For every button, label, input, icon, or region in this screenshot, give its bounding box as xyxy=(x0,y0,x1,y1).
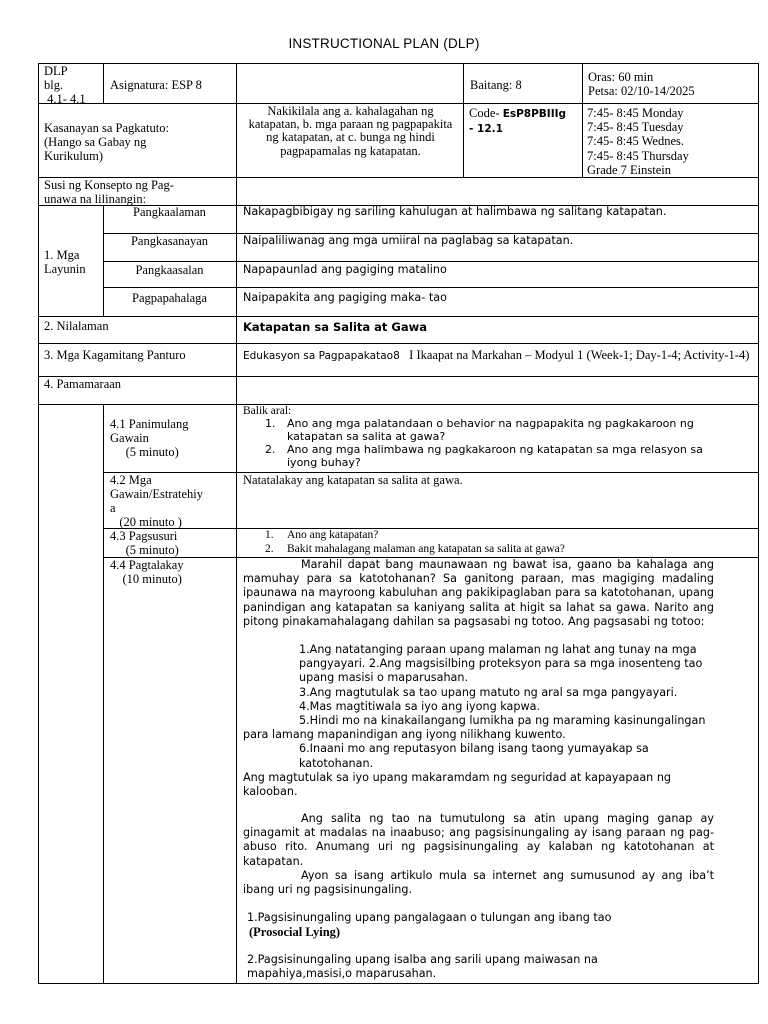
step-4-2-label: 4.2 Mga Gawain/Estratehiy a (20 minuto ) xyxy=(110,473,204,529)
schedule xyxy=(587,106,689,177)
kasanayan-label: Kasanayan sa Pagkatuto: (Hango sa Gabay ng Kurikulum) xyxy=(44,121,169,163)
schedule-line: 7:45- 8:45 Monday xyxy=(587,106,684,120)
pagtalakay-para-2: Ang salita ng tao na tumutulong sa atin upang maging ganap ay ginagamit at madalas na inaabuso; ang pagsisinungaling ay isang paraan ng pag-abuso rito. Anumang uri ng pagsisinungaling ay kalaban ng katotohanan at katapatan. xyxy=(243,812,714,868)
kagamitan-module: I Ikaapat na Markahan – Modyul 1 (Week-1; Day-1-4; Activity-1-4) xyxy=(409,348,750,362)
schedule-line: 7:45- 8:45 Tuesday xyxy=(587,120,684,135)
layunin-text: Nakapagbibigay ng sariling kahulugan at halimbawa ng salitang katapatan. xyxy=(243,205,667,218)
lying-type-item: 1.Pagsisinungaling upang pangalagaan o tulungan ang ibang tao xyxy=(247,911,612,924)
list-item: 2. Bakit mahalagang malaman ang katapatan sa salita at gawa? xyxy=(265,542,565,555)
lying-type-item: 2.Pagsisinungaling upang isalba ang sarili upang maiwasan na mapahiya,masisi,o maparusahan. xyxy=(247,953,598,981)
pagtalakay-list-item: 6.Inaani mo ang reputasyon bilang isang taong yumayakap sa katotohanan. xyxy=(299,742,649,770)
lying-type-subtitle: (Prosocial Lying) xyxy=(249,925,341,940)
pagtalakay-list-item: 5.Hindi mo na kinakailangang lumikha pa ng maraming kasinungalingan para lamang mapanindigan ang iyong nilikhang kuwento. xyxy=(243,714,706,742)
step-4-1-label: 4.1 Panimulang Gawain (5 minuto) xyxy=(110,417,189,459)
step-4-3-list xyxy=(265,529,565,556)
layunin-domain: Pangkaalaman xyxy=(133,205,206,219)
layunin-domain: Pangkaasalan xyxy=(135,263,204,277)
dlp-number-label: DLP blg. 4.1- 4.1 xyxy=(44,64,86,106)
balik-aral-heading: Balik aral: xyxy=(243,405,292,417)
pagtalakay-list-item: 3.Ang magtutulak sa tao upang matuto ng aral sa mga pangyayari. xyxy=(299,685,678,699)
list-item: 2. Ano ang mga halimbawa ng pagkakaroon ng katapatan sa mga relasyon sa iyong buhay? xyxy=(265,443,703,469)
document-title: INSTRUCTIONAL PLAN (DLP) xyxy=(288,36,480,51)
list-item: 1. Ano ang mga palatandaan o behavior na nagpapakita ng pagkakaroon ng katapatan sa salita at gawa? xyxy=(265,417,694,443)
layunin-text: Naipapakita ang pagiging maka- tao xyxy=(243,291,447,304)
pagtalakay-list-item: Ang magtutulak sa iyo upang makaramdam ng seguridad at kapayapaan ng kalooban. xyxy=(243,770,672,799)
code-value: EsP8PBIIIg - 12.1 xyxy=(469,108,567,135)
susi-label: Susi ng Konsepto ng Pag- unawa na lilinangin: xyxy=(44,178,174,206)
pamamaraan-label: 4. Pamamaraan xyxy=(44,377,122,391)
layunin-text: Napapaunlad ang pagiging matalino xyxy=(243,263,447,276)
pagtalakay-para-1: Marahil dapat bang maunawaan ng bawat isa, gaano ba kahalaga ang mamuhay para sa katotohanan? Sa ganitong paraan, mas magiging madaling ipaunawa na mayroong kabuluhan ang pakikipaglaban para sa katotohanan, upang panindigan ang katapatan sa kaniyang salita at higit sa lahat sa gawa. Narito ang pitong pinakamahalagang dahilan sa pagsasabi ng totoo. Ang pagsasabi ng totoo: xyxy=(243,558,714,628)
code-prefix: Code- xyxy=(469,106,503,120)
step-4-1-list xyxy=(265,418,725,469)
step-4-3-label: 4.3 Pagsusuri (5 minuto) xyxy=(110,529,179,557)
layunin-text: Naipaliliwanag ang mga umiiral na paglabag sa katapatan. xyxy=(243,234,574,247)
nilalaman-text: Katapatan sa Salita at Gawa xyxy=(243,320,428,334)
nilalaman-label: 2. Nilalaman xyxy=(44,319,109,333)
schedule-line: 7:45- 8:45 Wednes. xyxy=(587,134,685,149)
pagtalakay-para-3: Ayon sa isang artikulo mula sa internet ang sumusunod ay ang iba’t ibang uri ng pagsisinungaling. xyxy=(243,869,714,897)
schedule-line: 7:45- 8:45 Thursday xyxy=(587,148,689,163)
petsa: Petsa: 02/10-14/2025 xyxy=(588,84,695,98)
list-item: 1. Ano ang katapatan? xyxy=(265,529,379,541)
asignatura: Asignatura: ESP 8 xyxy=(110,78,202,92)
pagtalakay-list-item: 1.Ang natatanging paraan upang malaman ng lahat ang tunay na mga pangyayari. 2.Ang magsisilbing proteksyon para sa mga inosenteng tao upang masisi o maparusahan. xyxy=(299,643,703,685)
kasanayan-text: Nakikilala ang a. kahalagahan ng katapatan, b. mga paraan ng pagpapakita ng katapatan, at c. bunga ng hindi pagpapamalas ng katapatan. xyxy=(248,104,453,158)
step-4-4-label: 4.4 Pagtalakay (10 minuto) xyxy=(110,558,184,586)
step-4-2-text: Natatalakay ang katapatan sa salita at gawa. xyxy=(243,473,463,487)
kagamitan-book: Edukasyon sa Pagpapakatao8 xyxy=(243,350,400,362)
layunin-label: 1. Mga Layunin xyxy=(44,248,86,276)
baitang: Baitang: 8 xyxy=(470,78,522,92)
pagtalakay-list-item: 4.Mas magtitiwala sa iyo ang iyong kapwa. xyxy=(299,699,541,713)
oras: Oras: 60 min xyxy=(588,70,654,84)
layunin-domain: Pagpapahalaga xyxy=(132,291,207,305)
schedule-line: Grade 7 Einstein xyxy=(587,162,672,177)
kagamitan-label: 3. Mga Kagamitang Panturo xyxy=(44,348,186,362)
layunin-domain: Pangkasanayan xyxy=(130,234,209,248)
